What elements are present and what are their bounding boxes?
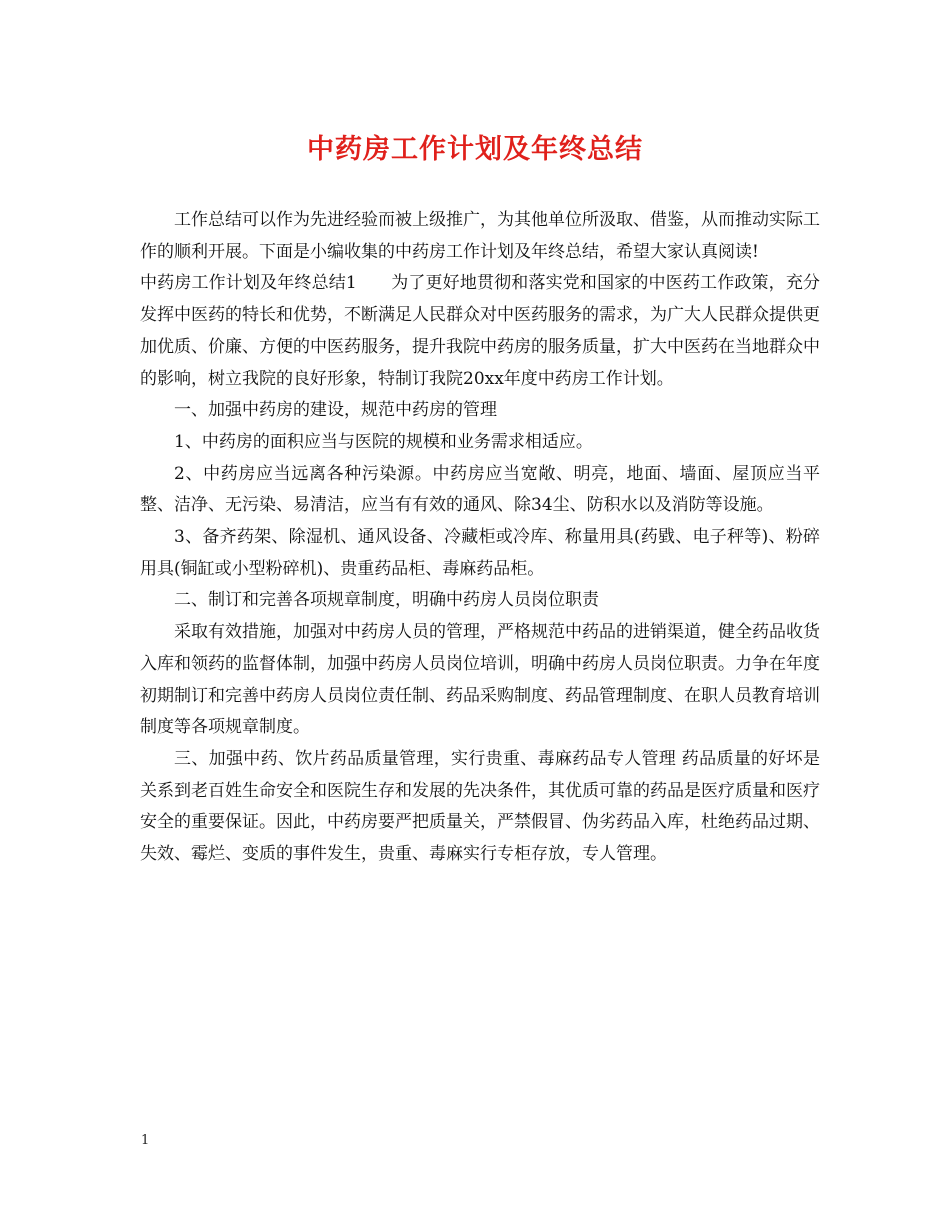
body-paragraph: 采取有效措施，加强对中药房人员的管理，严格规范中药品的进销渠道，健全药品收货入库和领药的监督体制，加强中药房人员岗位培训，明确中药房人员岗位职责。力争在年度初期制订和完善中药房人员岗位责任制、药品采购制度、药品管理制度、在职人员教育培训制度等各项规章制度。 xyxy=(140,622,820,738)
list-item: 3、备齐药架、除湿机、通风设备、冷藏柜或冷库、称量用具(药戥、电子秤等)、粉碎用具(铜缸或小型粉碎机)、贵重药品柜、毒麻药品柜。 xyxy=(140,527,820,579)
section-heading-2: 二、制订和完善各项规章制度，明确中药房人员岗位职责 xyxy=(174,590,599,611)
list-item: 2、中药房应当远离各种污染源。中药房应当宽敞、明亮，地面、墙面、屋顶应当平整、洁净、无污染、易清洁，应当有有效的通风、除34尘、防积水以及消防等设施。 xyxy=(140,463,820,516)
plan-intro-paragraph: 中药房工作计划及年终总结1 为了更好地贯彻和落实党和国家的中医药工作政策，充分发挥中医药的特长和优势，不断满足人民群众对中医药服务的需求，为广大人民群众提供更加优质、价廉、方便的中医药服务，提升我院中药房的服务质量，扩大中医药在当地群众中的影响，树立我院的良好形象，特制订我院20xx年度中药房工作计划。 xyxy=(140,273,820,389)
section-paragraph-3: 三、加强中药、饮片药品质量管理，实行贵重、毒麻药品专人管理 药品质量的好坏是关系到老百姓生命安全和医院生存和发展的先决条件，其优质可靠的药品是医疗质量和医疗安全的重要保证。因此，中药房要严把质量关，严禁假冒、伪劣药品入库，杜绝药品过期、失效、霉烂、变质的事件发生，贵重、毒麻实行专柜存放，专人管理。 xyxy=(140,748,820,865)
intro-paragraph: 工作总结可以作为先进经验而被上级推广，为其他单位所汲取、借鉴，从而推动实际工作的顺利开展。下面是小编收集的中药房工作计划及年终总结，希望大家认真阅读! xyxy=(140,210,820,262)
document-body xyxy=(140,205,820,871)
page-number: 1 xyxy=(141,1133,150,1148)
list-item: 1、中药房的面积应当与医院的规模和业务需求相适应。 xyxy=(174,431,593,452)
page-title: 中药房工作计划及年终总结 xyxy=(307,134,643,165)
section-heading-1: 一、加强中药房的建设，规范中药房的管理 xyxy=(174,400,497,421)
